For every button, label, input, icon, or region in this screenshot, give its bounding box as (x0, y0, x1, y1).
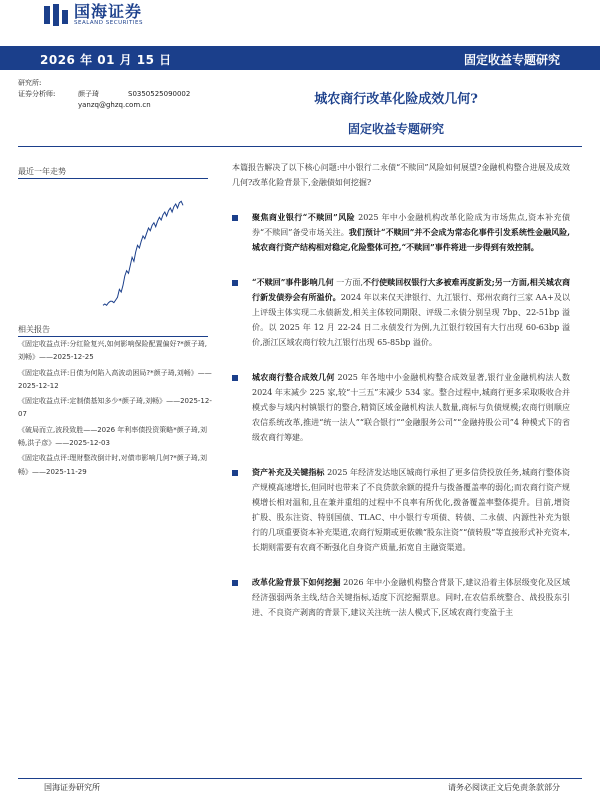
analyst-cert: S0350525090002 (128, 90, 191, 98)
related-reports-list (18, 338, 214, 481)
key-point (232, 370, 570, 445)
footer-left: 国海证券研究所 (44, 783, 100, 792)
related-title: 相关报告 (18, 325, 50, 334)
key-point-heading: “不赎回”事件影响几何 (252, 277, 334, 287)
key-point-heading: 聚焦商业银行“不赎回”风险 (252, 212, 356, 222)
key-point (232, 465, 570, 555)
analyst-label: 证券分析师: (18, 90, 56, 98)
related-report-item[interactable]: 《破局而立,波段致胜——2026 年利率债投资策略*颜子琦,刘畅,洪子彦》——2025-12-03 (18, 425, 207, 448)
brand-name-cn: 国海证券 (74, 2, 143, 21)
trend-title: 最近一年走势 (18, 167, 66, 176)
divider (18, 146, 582, 147)
trend-title-underline (18, 178, 208, 179)
key-point-heading: 城农商行整合成效几何 (252, 372, 335, 382)
key-point-body: 一方面, (333, 278, 363, 287)
footer-disclaimer: 请务必阅读正文后免责条款部分 (448, 783, 560, 792)
analyst-name: 颜子琦 (78, 90, 99, 98)
key-point-body: 2026 年中小金融机构整合背景下,建议沿着主体层级变化及区域经济强弱两条主线,结合关键指标,适度下沉挖掘票息。同时,在农信系统整合、战投股东引进、不良资产剥离的背景下,建议关注统一法人模式下,区域农商行变盈于主 (252, 578, 570, 617)
researcher-label: 研究所: (18, 79, 42, 87)
header-banner (0, 46, 600, 70)
related-title-underline (18, 336, 208, 337)
key-point (232, 575, 570, 620)
key-point-body: 2025 年中小金融机构改革化险成为市场焦点,资本补充债券“不赎回”备受市场关注。 (252, 213, 570, 237)
footer-divider (18, 778, 582, 779)
key-point-body: 2025 年各地中小金融机构整合成效显著,银行业金融机构法人数 2024 年末减少 225 家,较“十三五”末减少 534 家。整合过程中,城商行更多采取吸收合并模式参与域内村镇银行的整合,精简区域金融机构法人数量,商标与负债规模;农商行则顺应农信系统改革,推进“统一法人”“联合银行”“金融服务公司”“金融持股公司”4 种模式下的省级农商行筹建。 (252, 373, 570, 442)
key-point-emphasis: 不行使赎回权银行大多被难再度新发;另一方面,相关城农商行新发债券会有所溢价。 (252, 277, 570, 302)
related-report-item[interactable]: 《固定收益点评:分红险复兴,如何影响保险配置偏好?*颜子琦,刘畅》——2025-12-25 (18, 340, 208, 362)
related-report-item[interactable]: 《固定收益点评:理财整改倒计时,对债市影响几何?*颜子琦,刘畅》——2025-11-29 (18, 454, 208, 476)
trend-series-line (103, 201, 183, 305)
main-content (232, 160, 570, 620)
key-point-emphasis: 我们预计“不赎回”并不会成为常态化事件引发系统性金融风险,城农商行资产结构相对稳定,化险整体可控,“不赎回”事件将进一步得到有效控制。 (252, 227, 570, 252)
key-point-body: 2025 年经济发达地区城商行承担了更多信贷投放任务,城商行整体资产规模高速增长,但同时也带来了不良贷款余额的提升与拨备覆盖率的弱化;而农商行资产规模增长相对温和,且在兼并重组的过程中不良率有所优化,拨备覆盖率整体提升。目前,增资扩股、股东注资、特别国债、TLAC、中小银行专项债、转债、二永债、内源性补充为银行的几项重要资本补充渠道,农商行短期或更依赖“股东注资”“债转股”等直接形式补充资本,长期则需要有农商不断强化自身资产质量,拓宽自主融资渠道。 (252, 468, 570, 552)
brand-name-en: SEALAND SECURITIES (74, 20, 144, 26)
report-type: 固定收益专题研究 (463, 53, 560, 67)
brand-logo (44, 4, 143, 26)
key-point (232, 210, 570, 255)
report-subtitle: 固定收益专题研究 (347, 122, 444, 136)
key-point (232, 275, 570, 350)
key-point-detail: 2024 年以来仅天津银行、九江银行、郑州农商行三家 AA+及以上评级主体实现二永债新发,相关主体较同期限、评级二永债分别呈现 7bp、22-51bp 溢价。以 2025 年 12 月 22-24 日二永债发行为例,九江银行较国有大行出现 60-63bp 溢价,浙江区域农商行较九江银行出现 65-85bp 溢价。 (252, 293, 570, 347)
related-report-item[interactable]: 《固定收益点评:定制债基知多少*颜子琦,刘畅》——2025-12-07 (18, 397, 212, 419)
brand-mark-icon (44, 4, 70, 26)
analyst-email[interactable]: yanzq@ghzq.com.cn (78, 101, 151, 109)
intro-paragraph: 本篇报告解决了以下核心问题:中小银行二永债“不赎回”风险如何展望?金融机构整合进展及成效几何?改革化险背景下,金融债如何挖掘? (232, 163, 570, 187)
report-date: 2026 年 01 月 15 日 (40, 53, 172, 67)
report-title: 城农商行改革化险成效几何? (314, 92, 478, 107)
key-point-heading: 资产补充及关键指标 (252, 467, 325, 477)
analyst-info (18, 78, 190, 111)
key-point-heading: 改革化险背景下如何挖掘 (252, 577, 341, 587)
related-report-item[interactable]: 《固定收益点评:日债为何陷入高波动困局?*颜子琦,刘畅》——2025-12-12 (18, 368, 212, 390)
trend-chart (18, 182, 208, 322)
